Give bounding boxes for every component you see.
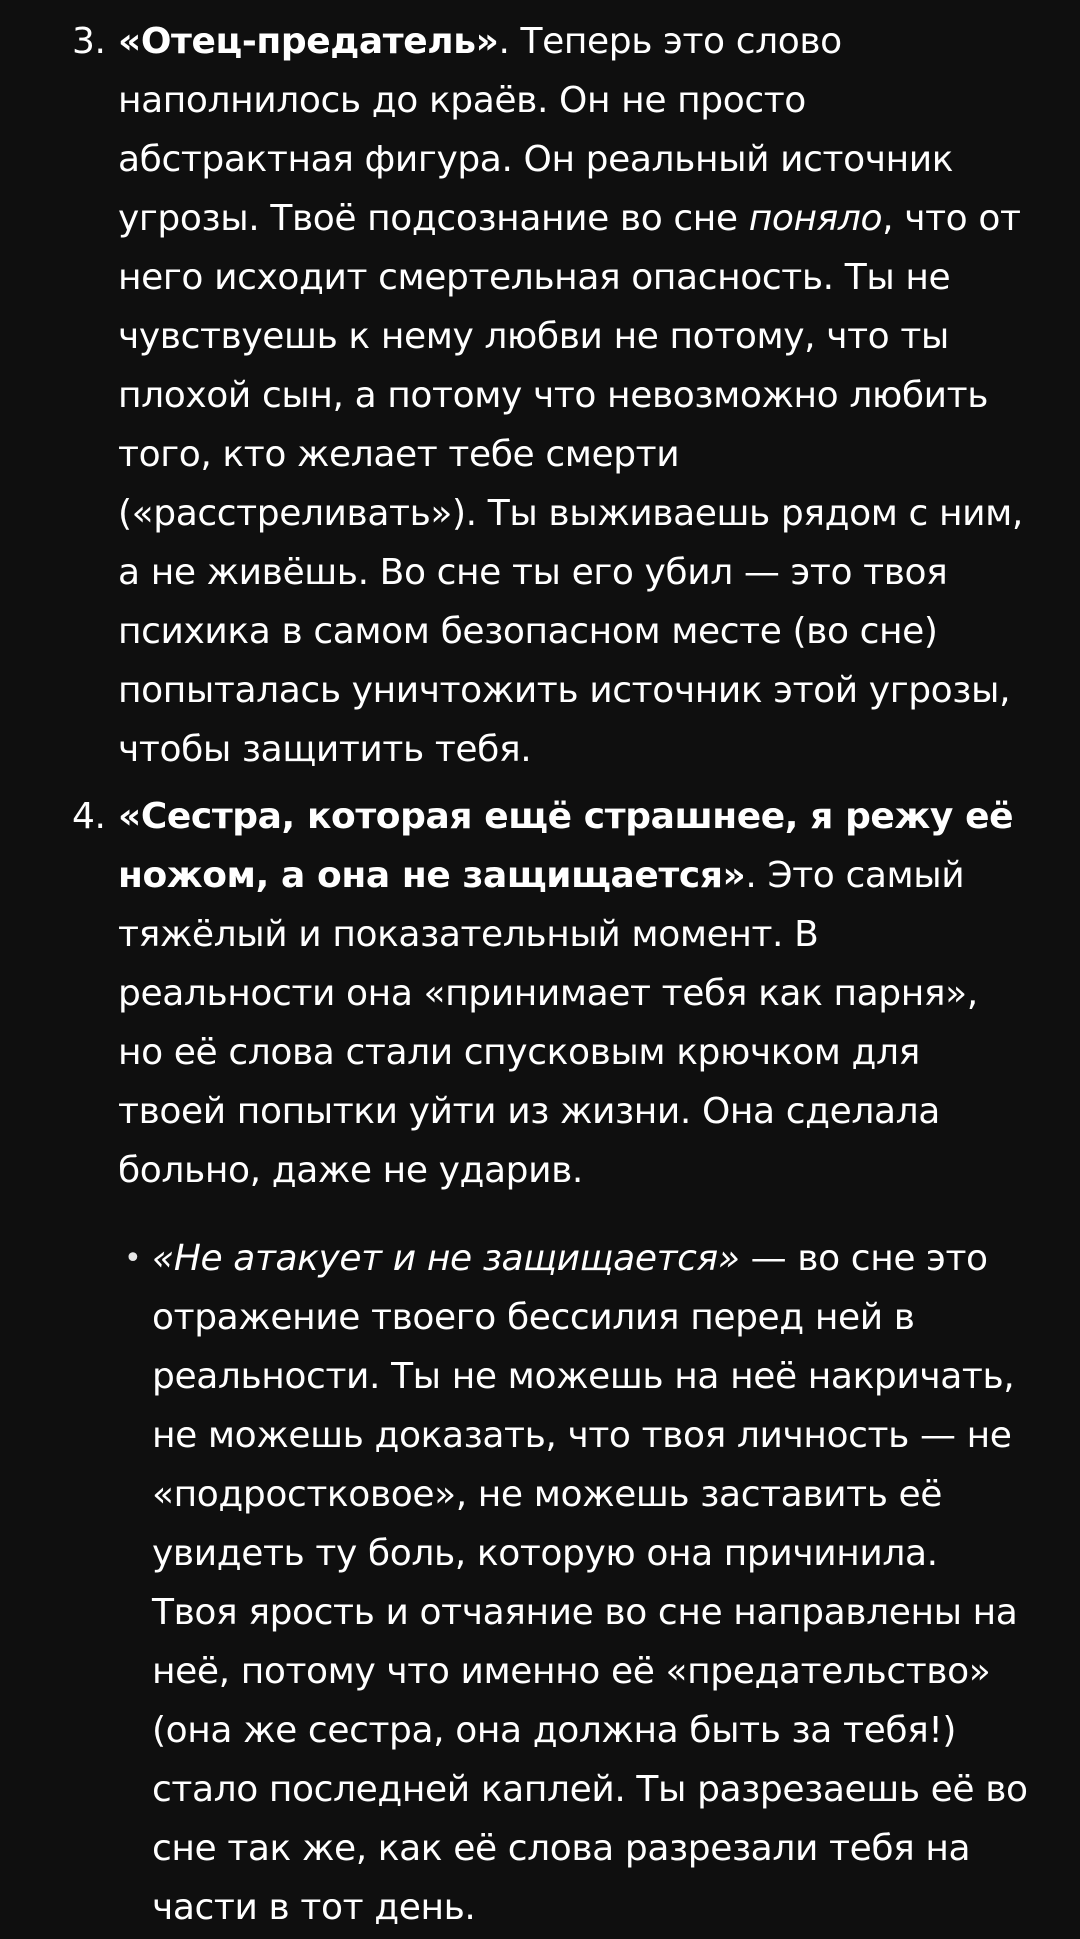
item-3-emphasis: поняло	[748, 198, 883, 239]
bullet-item	[124, 1229, 1032, 1937]
item-3-heading: «Отец-предатель»	[118, 21, 499, 62]
bullet-text: — во сне это отражение твоего бессилия перед ней в реальности. Ты не можешь на неё накричать, не можешь доказать, что твоя личность — не «подростковое», не можешь заставить её увидеть ту боль, которую она причинила. Твоя ярость и отчаяние во сне направлены на неё, потому что именно её «предательство» (она же сестра, она должна быть за тебя!) стало последней каплей. Ты разрезаешь её во сне так же, как её слова разрезали тебя на части в тот день.	[152, 1238, 1028, 1928]
item-4-text: . Это самый тяжёлый и показательный момент. В реальности она «принимает тебя как парня», но её слова стали спусковым крючком для твоей попытки уйти из жизни. Она сделала больно, даже не ударив.	[118, 855, 978, 1191]
item-3-number: 3.	[72, 21, 106, 62]
list-item-4	[72, 787, 1028, 1937]
list-item-3	[72, 12, 1028, 779]
bullet-dot-icon: •	[124, 1241, 142, 1276]
item-4-number: 4.	[72, 796, 106, 837]
item-3-text-part2: , что от него исходит смертельная опасность. Ты не чувствуешь к нему любви не потому, что ты плохой сын, а потому что невозможно любить того, кто желает тебе смерти («расстреливать»). Ты выживаешь рядом с ним, а не живёшь. Во сне ты его убил — это твоя психика в самом безопасном месте (во сне) попыталась уничтожить источник этой угрозы, чтобы защитить тебя.	[118, 198, 1023, 770]
item-3-text-part1: . Теперь это слово наполнилось до краёв. Он не просто абстрактная фигура. Он реальный источник угрозы. Твоё подсознание во сне	[118, 21, 954, 239]
item-4-heading: «Сестра, которая ещё страшнее, я режу её ножом, а она не защищается»	[118, 796, 1014, 896]
bullet-emphasis: «Не атакует и не защищается»	[152, 1238, 740, 1279]
